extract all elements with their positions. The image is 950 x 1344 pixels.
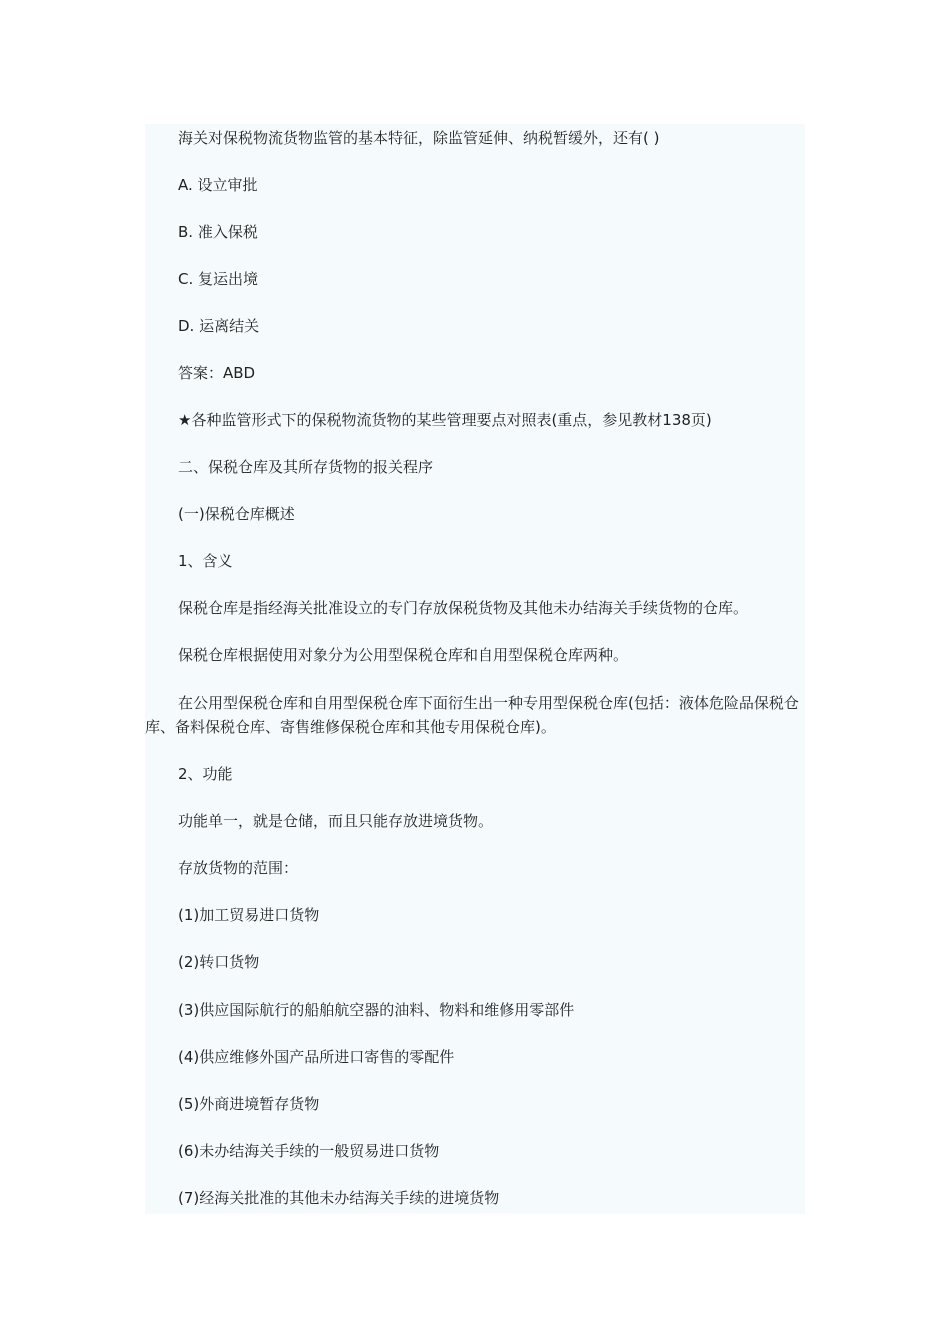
scope-heading: 存放货物的范围： [178, 859, 299, 877]
definition-paragraph: 保税仓库是指经海关批准设立的专门存放保税货物及其他未办结海关手续货物的仓库。 [178, 599, 749, 617]
section-heading: 二、保税仓库及其所存货物的报关程序 [178, 458, 434, 476]
scope-item-1: (1)加工贸易进口货物 [178, 906, 320, 924]
classification-paragraph: 保税仓库根据使用对象分为公用型保税仓库和自用型保税仓库两种。 [178, 646, 629, 664]
subsection-heading: (一)保税仓库概述 [178, 505, 295, 523]
scope-item-7: (7)经海关批准的其他未办结海关手续的进境货物 [178, 1189, 500, 1207]
function-paragraph: 功能单一，就是仓储，而且只能存放进境货物。 [178, 812, 494, 830]
scope-item-5: (5)外商进境暂存货物 [178, 1095, 320, 1113]
question-text: 海关对保税物流货物监管的基本特征，除监管延伸、纳税暂缓外，还有( ) [178, 129, 660, 147]
option-d: D. 运离结关 [178, 317, 260, 335]
option-a: A. 设立审批 [178, 176, 258, 194]
scope-item-6: (6)未办结海关手续的一般贸易进口货物 [178, 1142, 440, 1160]
scope-item-4: (4)供应维修外国产品所进口寄售的零配件 [178, 1048, 455, 1066]
scope-item-3: (3)供应国际航行的船舶航空器的油料、物料和维修用零部件 [178, 1001, 575, 1019]
scope-item-2: (2)转口货物 [178, 953, 260, 971]
item-heading-function: 2、功能 [178, 765, 233, 783]
answer-text: 答案：ABD [178, 364, 256, 382]
key-point-note: ★各种监管形式下的保税物流货物的某些管理要点对照表(重点，参见教材138页) [178, 411, 712, 429]
option-c: C. 复运出境 [178, 270, 259, 288]
document-page [145, 124, 805, 1214]
item-heading-definition: 1、含义 [178, 552, 233, 570]
option-b: B. 准入保税 [178, 223, 258, 241]
special-warehouse-paragraph: 在公用型保税仓库和自用型保税仓库下面衍生出一种专用型保税仓库(包括：液体危险品保税仓库、备料保税仓库、寄售维修保税仓库和其他专用保税仓库)。 [145, 694, 799, 736]
